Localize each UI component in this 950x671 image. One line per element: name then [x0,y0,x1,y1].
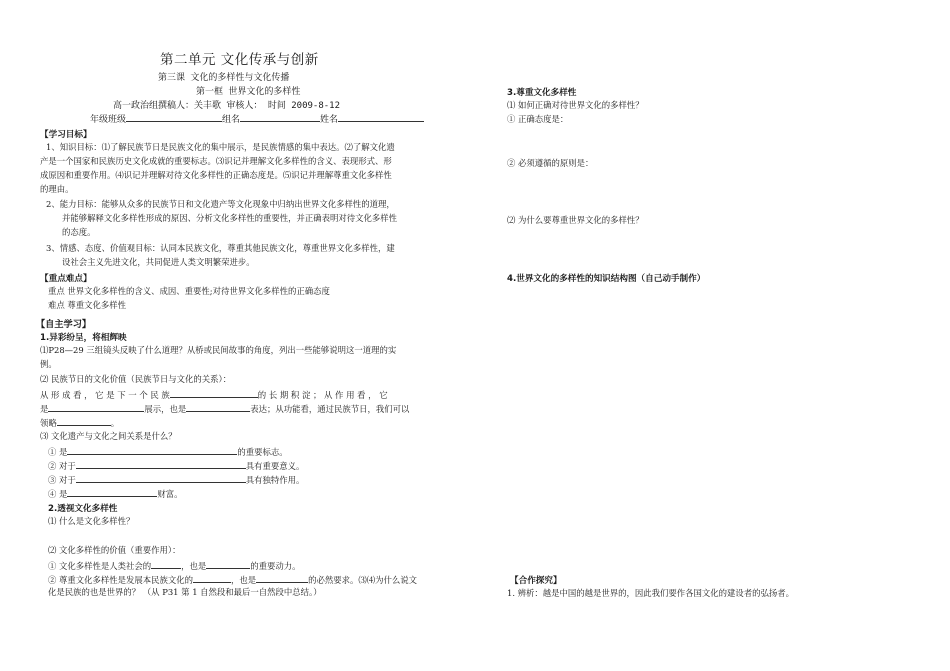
fill-blank[interactable] [57,416,111,426]
fill-blank[interactable] [151,559,181,569]
ability-goal-line-2: 并能够解释文化多样性形成的原因、分析文化多样性的重要性，并正确表明对待文化多样性 [62,213,397,223]
heritage-item-3: ③ 对于 具有独特作用。 [48,475,305,485]
knowledge-goal-line-2: 产是一个国家和民族历史文化成就的重要标志。⑶识记并理解文化多样性的含义、表现形式、形 [40,156,392,166]
fill-blank[interactable] [186,402,250,412]
fill-blank[interactable] [193,573,231,583]
fill-blank[interactable] [170,388,258,398]
section-3-title: 3.尊重文化多样性 [507,88,577,98]
fill-blank[interactable] [76,459,246,469]
class-blank[interactable] [126,112,222,122]
heritage-item-2: ② 对于 具有重要意义。 [48,461,305,471]
document-title: 第二单元 文化传承与创新 [160,52,319,68]
knowledge-goal-line-4: 的理由。 [40,184,74,194]
right-question-1a: ① 正确态度是： [507,114,569,124]
right-question-1: ⑴ 如何正确对待世界文化的多样性？ [507,100,644,110]
knowledge-goal-line-3: 成原因和重要作用。⑷识记并理解对待文化多样性的正确态度是。⑸识记并理解尊重文化多样性 [40,170,392,180]
fill-blank[interactable] [67,445,237,455]
value-item-1: ① 文化多样性是人类社会的 ，也是 的重要动力。 [48,561,301,571]
lesson-title: 第三课 文化的多样性与文化传播 [158,73,290,83]
heritage-item-4: ④ 是 财富。 [48,489,183,499]
value-item-2: ② 尊重文化多样性是发展本民族文化的 ，也是 的必然要求。⑶⑷为什么说文 [48,575,418,585]
question-5: ⑵ 文化多样性的价值（重要作用）： [48,545,181,555]
frame-title: 第一框 世界文化的多样性 [196,87,301,97]
section-1-title: 1.异彩纷呈，将相辉映 [40,333,127,343]
name-label: 姓名 [320,115,339,125]
heritage-item-1: ① 是 的重要标志。 [48,447,288,457]
cooperation-heading: 【合作探究】 [510,576,562,586]
fill-blank[interactable] [67,487,157,497]
class-label: 年级班级 [90,115,127,125]
goals-heading: 【学习目标】 [40,130,92,140]
right-question-2: ⑵ 为什么要尊重世界文化的多样性？ [507,215,644,225]
section-4-title: 4.世界文化的多样性的知识结构图（自己动手制作） [507,274,706,284]
fill-blank[interactable] [256,573,308,583]
fill-blank[interactable] [76,473,246,483]
keypoints-heading: 【重点难点】 [40,274,92,284]
key-point: 重点 世界文化多样性的含义、成因、重要性;对待世界文化多样性的正确态度 [48,286,330,296]
emotion-goal-line-2: 设社会主义先进文化，共同促进人类文明繁荣进步。 [62,257,255,267]
ability-goal-line-3: 的态度。 [62,227,96,237]
knowledge-goal-line-1: 1、知识目标：⑴了解民族节日是民族文化的集中展示，是民族情感的集中表达。⑵了解文化遗 [46,142,395,152]
difficult-point: 难点 尊重文化多样性 [48,300,127,310]
question-3: ⑶ 文化遗产与文化之间关系是什么？ [40,431,177,441]
question-1-line-1: ⑴P28—29 三组镜头反映了什么道理？从桥或民间故事的角度，列出一些能够说明这一道理的实 [40,345,397,355]
group-blank[interactable] [240,112,320,122]
right-question-1b: ② 必须遵循的原则是： [507,158,594,168]
section-2-title: 2.透视文化多样性 [48,504,118,514]
festival-fill-line-3: 领略 。 [40,418,120,428]
name-blank[interactable] [338,112,424,122]
ability-goal-line-1: 2、能力目标：能够从众多的民族节日和文化遗产等文化现象中归纳出世界文化多样性的道理， [46,199,395,209]
value-item-3: 化是民族的也是世界的？ （从 P31 第 1 自然段和最后一自然段中总结。） [48,587,322,597]
question-2: ⑵ 民族节日的文化价值（民族节日与文化的关系）： [40,374,232,384]
group-label: 组名 [222,115,241,125]
cooperation-question-1: 1. 辨析：越是中国的越是世界的，因此我们要作各国文化的建设者的弘扬者。 [507,588,795,598]
festival-fill-line-2: 是 展示，也是 表达；从功能看，通过民族节日，我们可以 [40,404,410,414]
fill-blank[interactable] [48,402,144,412]
question-1-line-2: 例。 [40,359,57,369]
student-info-line [90,112,424,125]
fill-blank[interactable] [206,559,250,569]
authors-line: 高一政治组撰稿人：关丰歌 审核人： 时间 2009-8-12 [113,101,341,111]
festival-fill-line-1: 从 形 成 看 ， 它 是 下 一 个 民 族 的 长 期 积 淀 ； 从 作 用 看 ， 它 [40,390,388,400]
question-4: ⑴ 什么是文化多样性？ [48,516,135,526]
self-study-heading: 【自主学习】 [36,319,92,330]
emotion-goal-line-1: 3、情感、态度、价值观目标：认同本民族文化，尊重其他民族文化，尊重世界文化多样性，建 [46,243,395,253]
